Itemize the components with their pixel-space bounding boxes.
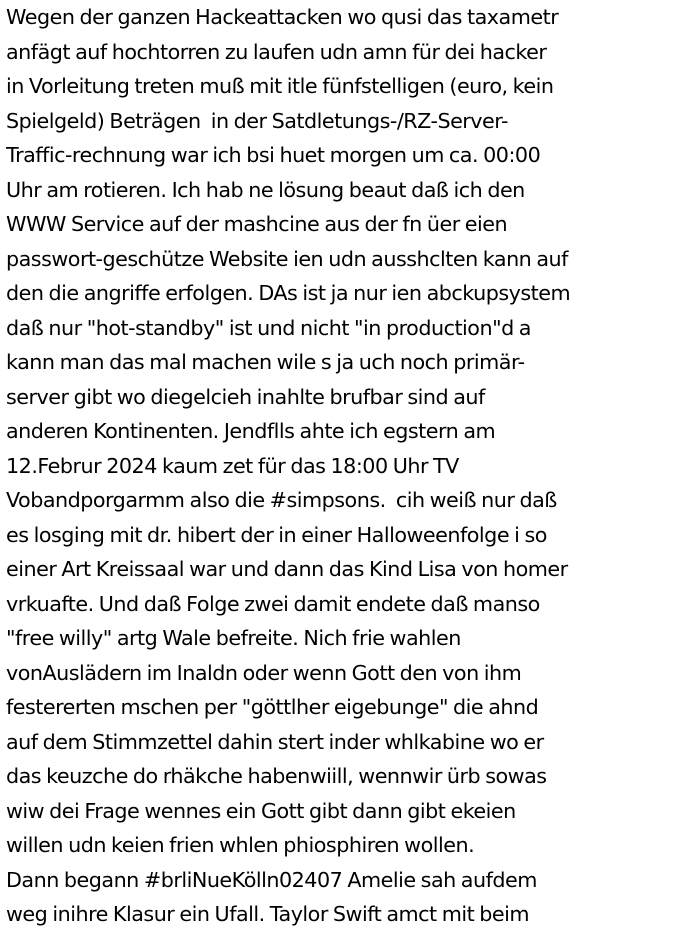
text-line: 12.Februr 2024 kaum zet für das 18:00 Uhr TV (6, 453, 459, 478)
text-line: das keuzche do rhäkche habenwiill, wennwir ürb sowas (6, 764, 547, 788)
text-line: Vobandporgarmm also die #simpsons. cih weiß nur daß (6, 488, 557, 512)
text-line: weg inihre Klasur ein Ufall. Taylor Swift amct mit beim (6, 902, 530, 926)
text-line: den die angriffe erfolgen. DAs ist ja nur ien abckupsystem (6, 281, 571, 305)
text-line: Traffic-rechnung war ich bsi huet morgen um ca. 00:00 (6, 143, 541, 167)
text-line: Uhr am rotieren. Ich hab ne lösung beaut daß ich den (6, 177, 525, 202)
text-line: "free willy" artg Wale befreite. Nich frie wahlen (6, 626, 461, 650)
text-line: vrkuafte. Und daß Folge zwei damit endete daß manso (6, 591, 540, 616)
text-line: anderen Kontinenten. Jendflls ahte ich egstern am (6, 419, 496, 443)
text-line: server gibt wo diegelcieh inahlte brufbar sind auf (6, 384, 485, 409)
text-line: es losging mit dr. hibert der in einer Halloweenfolge i so (6, 522, 547, 547)
text-line: kann man das mal machen wile s ja uch noch primär- (6, 350, 525, 374)
text-line: anfägt auf hochtorren zu laufen udn amn für dei hacker (6, 39, 547, 64)
text-line: WWW Service auf der mashcine aus der fn üer eien (6, 212, 508, 236)
text-line: einer Art Kreissaal war und dann das Kind Lisa von homer (6, 557, 568, 581)
text-line: vonAuslädern im Inaldn oder wenn Gott den von ihm (6, 660, 522, 685)
text-line: passwort-geschütze Website ien udn ausshclten kann auf (6, 246, 568, 271)
text-line: willen udn keien frien whlen phiosphiren wollen. (6, 833, 475, 857)
text-line: Wegen der ganzen Hackeattacken wo qusi das taxametr (6, 5, 559, 29)
text-line: auf dem Stimmzettel dahin stert inder whlkabine wo er (6, 729, 544, 754)
document-text-body (6, 0, 682, 932)
text-line: Dann begann #brliNueKölln02407 Amelie sah aufdem (6, 867, 537, 892)
text-line: daß nur "hot-standby" ist und nicht "in production"d a (6, 315, 531, 340)
text-line: in Vorleitung treten muß mit itle fünfstelligen (euro, kein (6, 74, 554, 98)
text-line: festererten mschen per "göttlher eigebunge" die ahnd (6, 695, 539, 719)
text-line: wiw dei Frage wennes ein Gott gibt dann gibt ekeien (6, 798, 516, 823)
text-line: Spielgeld) Beträgen in der Satdletungs-/RZ-Server- (6, 108, 508, 133)
